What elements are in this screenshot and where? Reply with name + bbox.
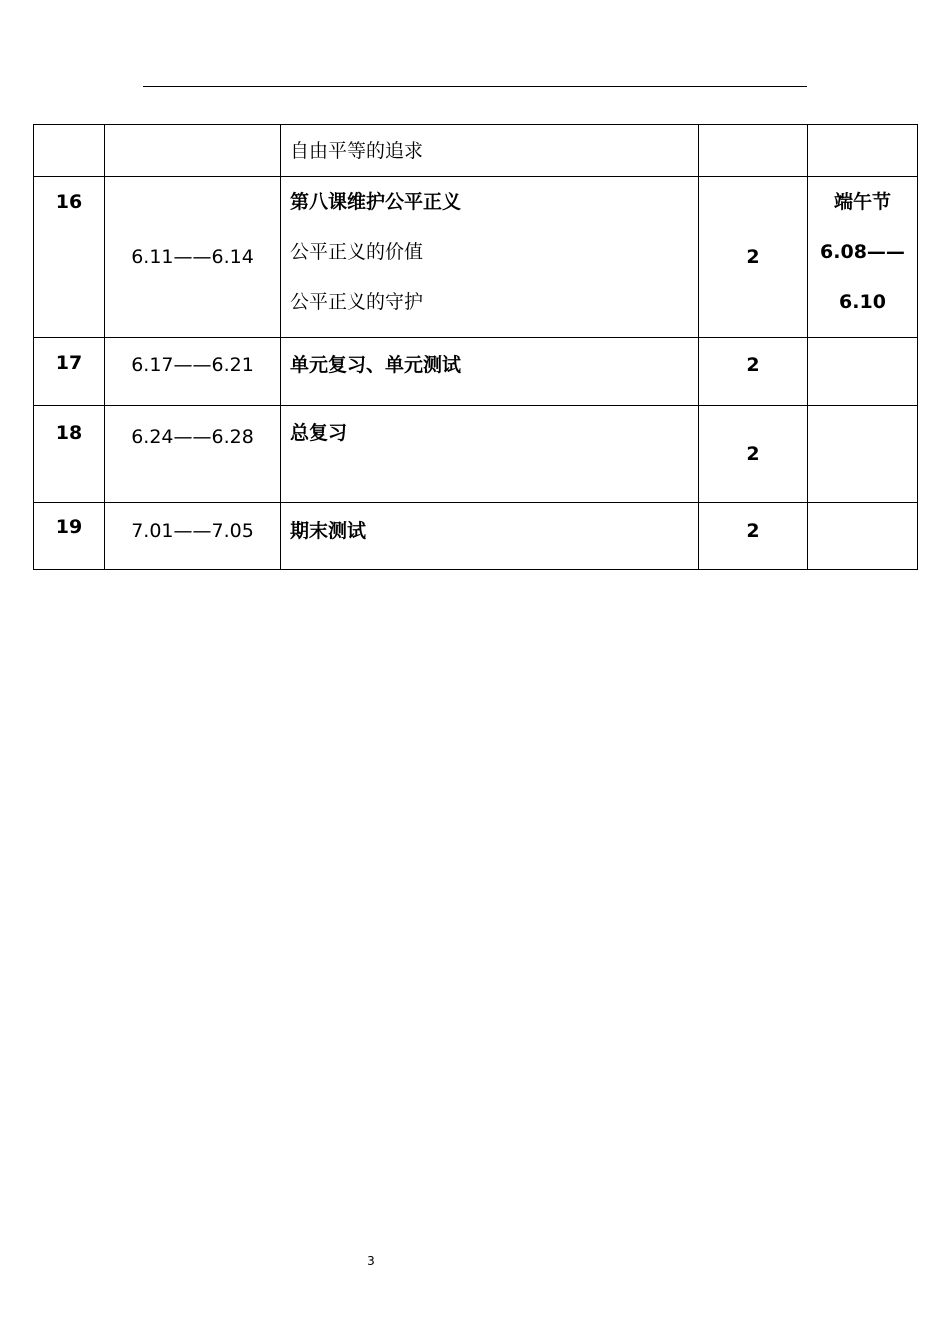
table-row [34, 125, 918, 177]
hours-cell: 2 [699, 503, 808, 570]
note-cell [808, 406, 918, 503]
hours-cell: 2 [699, 338, 808, 406]
table-row [34, 177, 918, 338]
note-cell [808, 177, 918, 338]
content-line: 公平正义的价值 [290, 241, 424, 263]
note-cell [808, 503, 918, 570]
week-cell: 16 [34, 177, 105, 338]
page-number: 3 [367, 1254, 375, 1268]
week-cell: 18 [34, 406, 105, 503]
content-title: 期末测试 [281, 503, 699, 570]
note-line: 6.10 [839, 291, 886, 313]
table-row [34, 406, 918, 503]
hours-cell: 2 [699, 406, 808, 503]
date-cell: 7.01——7.05 [105, 503, 281, 570]
table-row [34, 503, 918, 570]
note-cell [808, 338, 918, 406]
content-line: 公平正义的守护 [290, 291, 424, 313]
header-rule [143, 86, 807, 87]
content-cell [281, 125, 699, 177]
content-cell [281, 177, 699, 338]
hours-cell: 2 [699, 177, 808, 338]
note-line: 端午节 [833, 191, 891, 213]
content-title: 总复习 [281, 406, 699, 503]
week-cell [34, 125, 105, 177]
note-cell [808, 125, 918, 177]
date-cell [105, 125, 281, 177]
content-title: 第八课维护公平正义 [290, 191, 462, 213]
hours-cell [699, 125, 808, 177]
note-line: 6.08—— [820, 241, 905, 263]
date-cell: 6.17——6.21 [105, 338, 281, 406]
date-cell: 6.24——6.28 [105, 406, 281, 503]
schedule-table [33, 124, 918, 570]
date-cell: 6.11——6.14 [105, 177, 281, 338]
content-title: 单元复习、单元测试 [281, 338, 699, 406]
table-row [34, 338, 918, 406]
week-cell: 19 [34, 503, 105, 570]
week-cell: 17 [34, 338, 105, 406]
content-line: 自由平等的追求 [290, 140, 424, 162]
